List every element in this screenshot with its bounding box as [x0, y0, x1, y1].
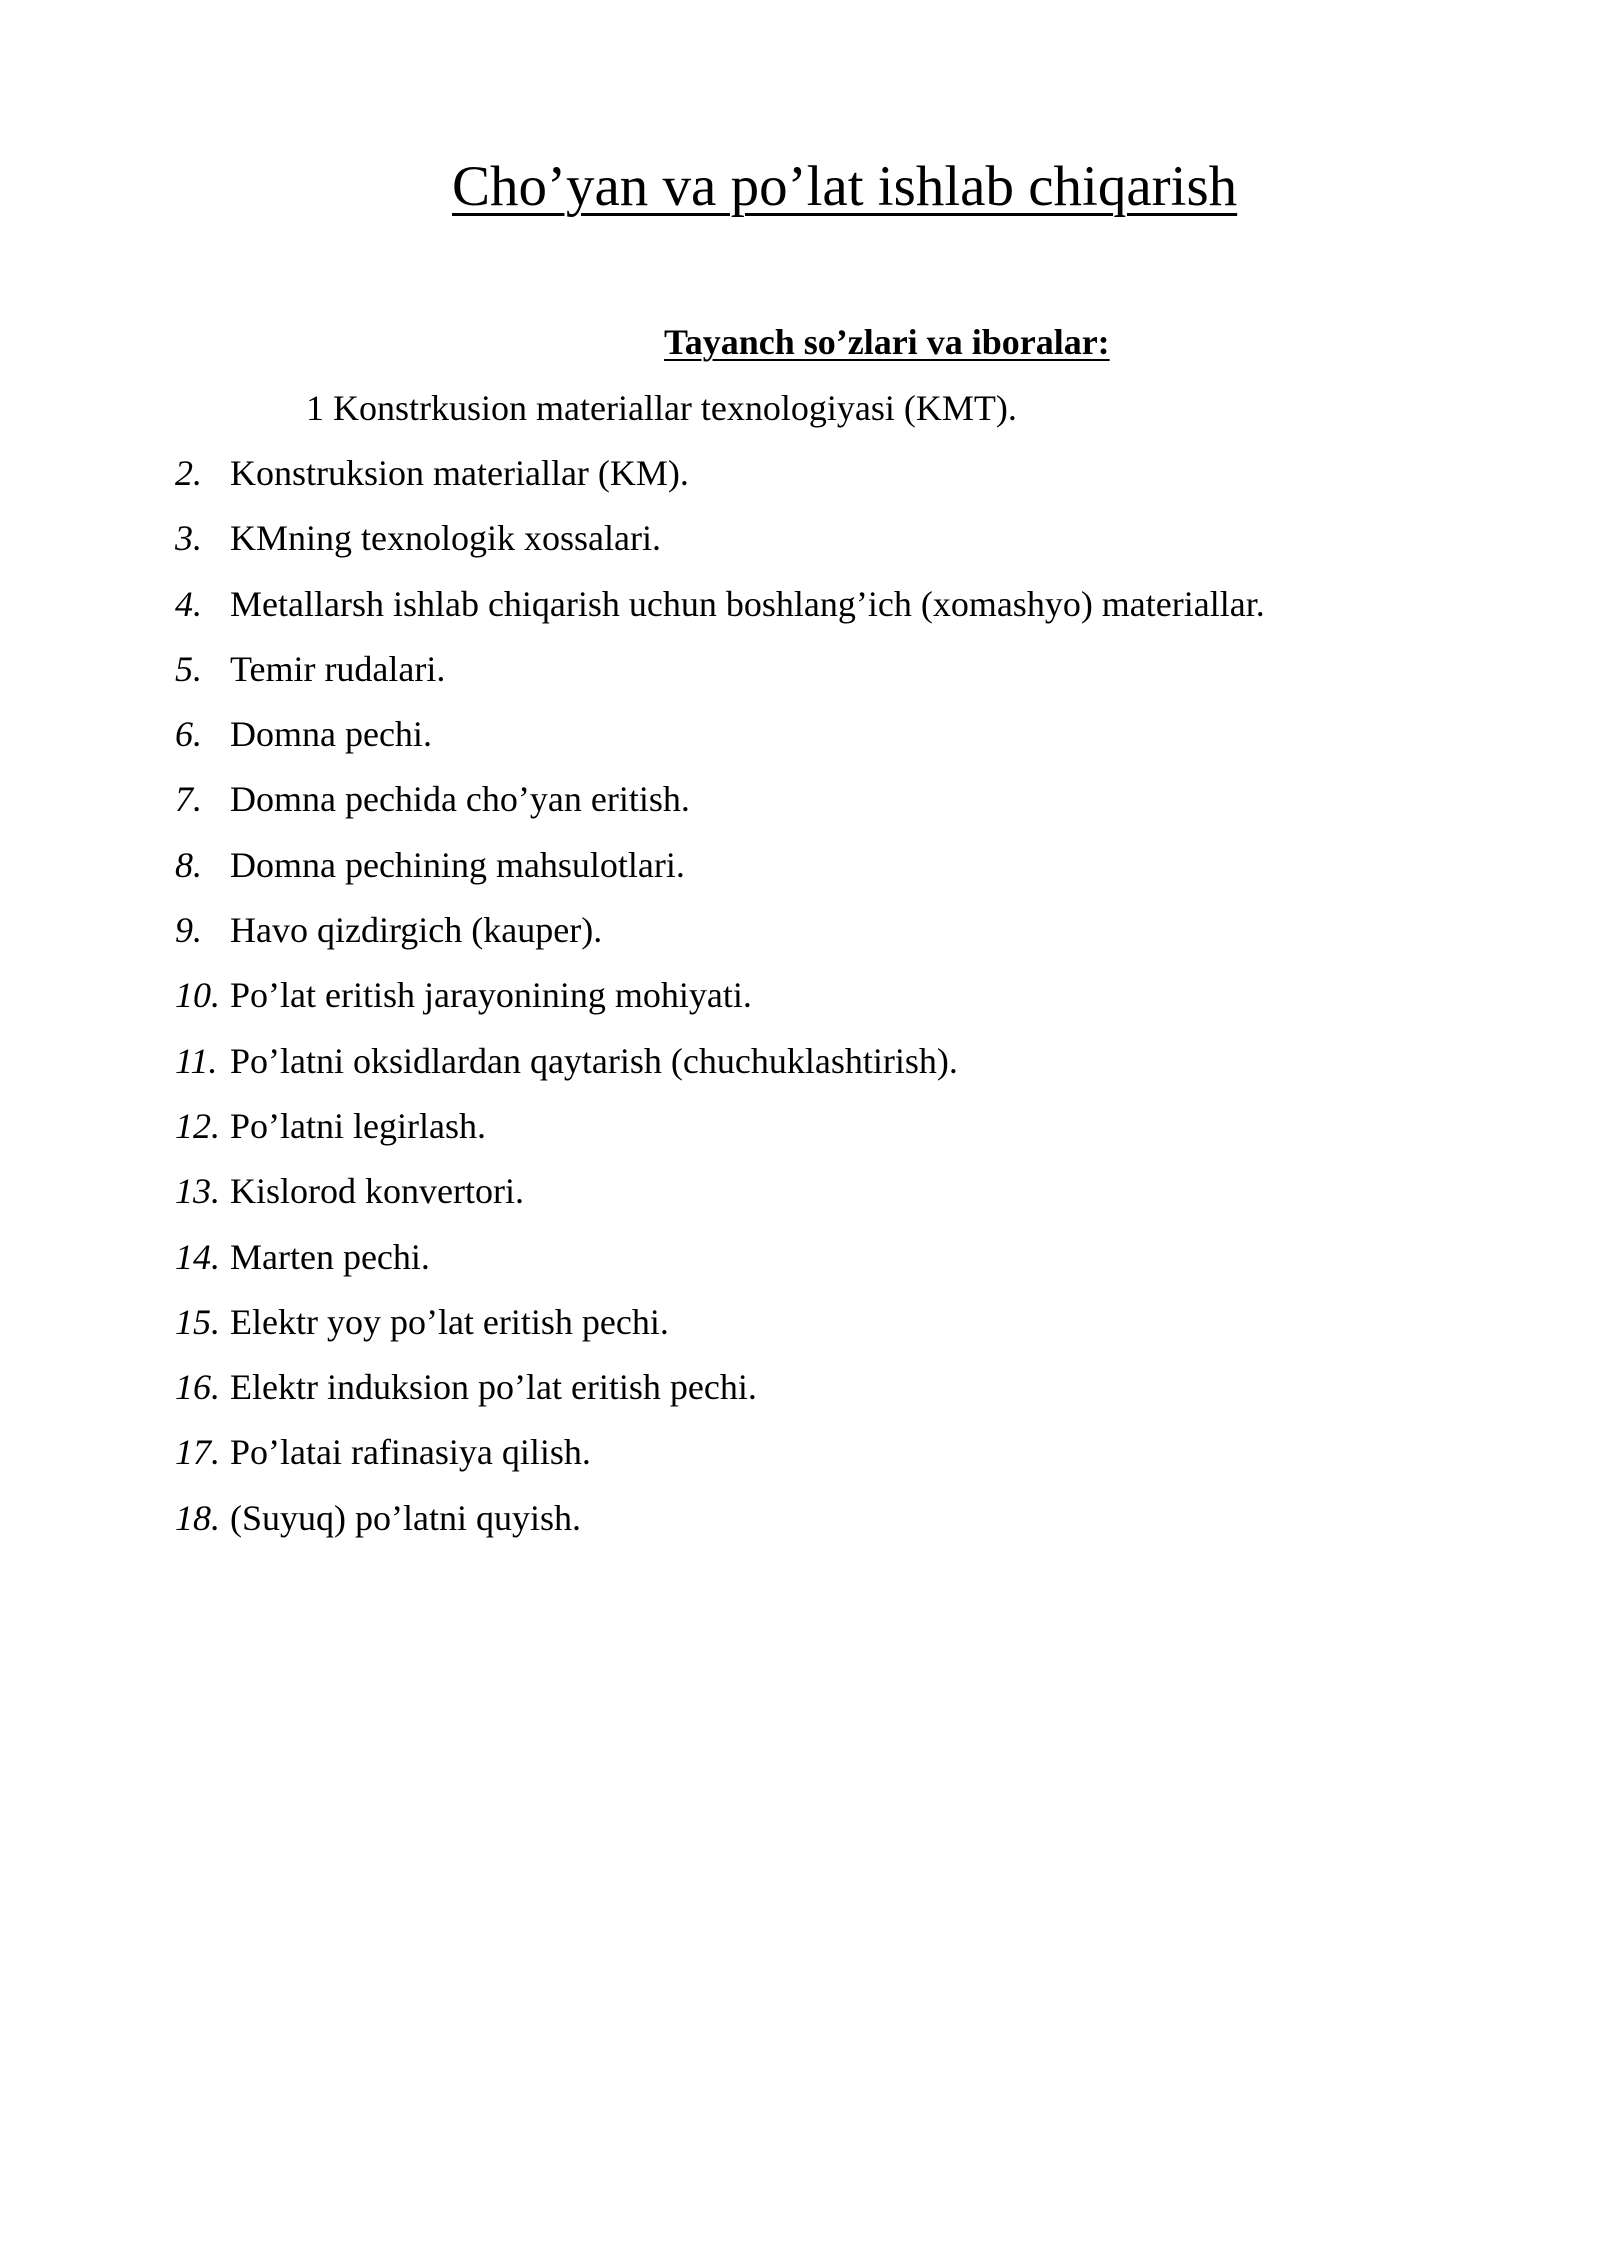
list-item-text: Havo qizdirgich (kauper).: [230, 910, 603, 951]
list-item-text: Konstruksion materiallar (KM).: [230, 453, 689, 493]
list-item-text: Temir rudalari.: [230, 648, 446, 689]
list-item-number: 17.: [175, 1432, 220, 1473]
list-item-first: 1 Konstrkusion materiallar texnologiyasi (KMT).: [306, 388, 1017, 428]
list-item-number: 10.: [175, 975, 220, 1016]
list-item-number: 3.: [175, 518, 202, 559]
list-item-number: 15.: [175, 1301, 220, 1342]
list-item-number: 11.: [175, 1040, 218, 1081]
list-item-number: 16.: [175, 1367, 220, 1408]
list-item-text: Elektr yoy po’lat eritish pechi.: [230, 1301, 669, 1342]
list-item-text: (Suyuq) po’latni quyish.: [230, 1497, 581, 1538]
list-item-number: 9.: [175, 910, 202, 951]
list-item-text: Po’latni legirlash.: [230, 1105, 486, 1146]
list-item-text: Po’lat eritish jarayonining mohiyati.: [230, 975, 752, 1016]
list-item-text: KMning texnologik xossalari.: [230, 518, 661, 559]
list-item-number: 8.: [175, 844, 202, 885]
list-item-text: Marten pechi.: [230, 1236, 430, 1277]
list-item-text: Kislorod konvertori.: [230, 1171, 524, 1212]
list-item-number: 5.: [175, 648, 202, 689]
list-item-text: Elektr induksion po’lat eritish pechi.: [230, 1367, 757, 1408]
list-item-text: Domna pechi.: [230, 714, 432, 755]
list-item-number: 12.: [175, 1105, 220, 1146]
list-item-number: 6.: [175, 714, 202, 755]
list-item-text: Po’latni oksidlardan qaytarish (chuchuklashtirish).: [230, 1040, 958, 1081]
list-item-number: 14.: [175, 1236, 220, 1277]
list-item-number: 4.: [175, 583, 202, 624]
list-item-text: Domna pechida cho’yan eritish.: [230, 779, 690, 820]
list-item-text: Metallarsh ishlab chiqarish uchun boshlang’ich (xomashyo) materiallar.: [230, 583, 1265, 624]
list-item-number: 13.: [175, 1171, 220, 1212]
list-item-text: Domna pechining mahsulotlari.: [230, 844, 685, 885]
page-title: Cho’yan va po’lat ishlab chiqarish: [452, 155, 1238, 218]
list-item-number: 2.: [175, 453, 202, 493]
list-item-text: Po’latai rafinasiya qilish.: [230, 1432, 591, 1473]
section-subtitle: Tayanch so’zlari va iboralar:: [664, 322, 1110, 362]
list-item-number: 7.: [175, 779, 202, 820]
list-item-number: 18.: [175, 1497, 220, 1538]
